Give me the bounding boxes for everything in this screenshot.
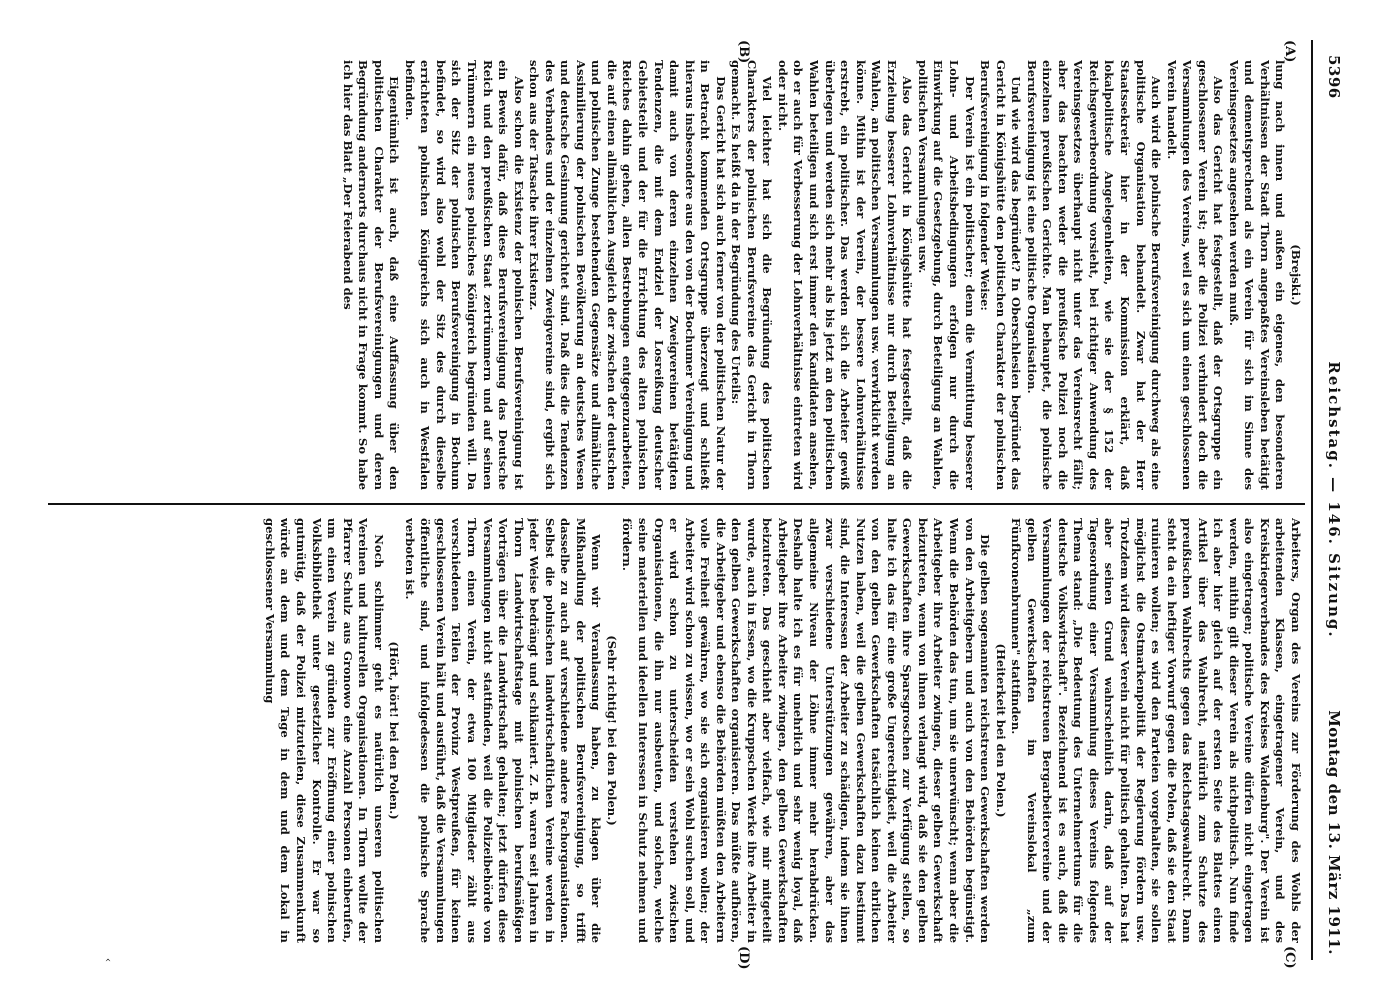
- paragraph: Die gelben sogenannten reichstreuen Gewerkschaften werden von den Arbeitgebern und auch von den Behörden begünstigt. Wenn die Behörden das tun, um sie unerwünscht; wenn aber die Arbeitgeber ihre Arbeiter zwingen, dieser gelben Gewerkschaft beizutreten, wenn von ihnen verlangt wird, daß sie den gelben Gewerkschaften ihre Sparsgroschen zur Verfügung stellen, so halte ich das für eine große Ungerechtigkeit, weil die Arbeiter von den gelben Gewerkschaften tatsächlich keinen ehrlichen Nutzen haben, weil die gelben Gewerkschaften dazu bestimmt sind, die Interessen der Arbeiter zu schädigen, indem sie ihnen zwar verschiedene Unterstützungen gewähren, aber das allgemeine Niveau der Löhne immer mehr herabdrücken. Deshalb halte ich es für unehrlich und sehr wenig loyal, daß Arbeitgeber ihre Arbeiter zwingen, den gelben Gewerkschaften beizutreten. Das geschieht aber vielfach, wie mir mitgeteilt wurde, auch in Essen, wo die Kruppschen Werke ihre Arbeiter in den gelben Gewerkschaften organisieren. Das müßte aufhören, die Arbeitgeber und ebenso die Behörden müßten den Arbeitern volle Freiheit gewähren, wo sie sich organisieren wollen; der Arbeiter wird schon zu wissen, wo er sein Wohl suchen soll, und er wird schon zu unterscheiden verstehen zwischen Organisationen, die ihn nur ausbeuten, und solchen, welche seine materiellen und ideellen Interessen in Schutz nehmen und fördern.: [620, 518, 993, 943]
- interjection: (Hört, hört! bei den Polen.): [387, 641, 402, 820]
- interjection: (Heiterkeit bei den Polen.): [993, 643, 1008, 818]
- left-column: [52, 60, 1303, 490]
- page-mark: ‹: [102, 958, 113, 962]
- paragraph: Wenn wir Veranlassung haben, zu klagen über die Mißhandlung der politischen Berufsvereinigung, so trifft dasselbe zu auch auf verschiedene andere Fachorganisationen. Selbst die polnischen landwirtschaftlichen Vereine werden in jeder Weise bedrängt und schikaniert. Z. B. waren seit Jahren in Thorn Landwirtschaftstage mit polnischen berufsmäßigen Vorträgen über die Landwirtschaft gehalten; jetzt dürfen diese Versammlungen nicht stattfinden, weil die Polizeibehörde von Thorn einen Verein, der etwa 100 Mitglieder zählt aus verschiedenen Teilen der Provinz Westpreußen, für keinen geschlossenen Verein hält und ausführt, daß die Versammlungen öffentliche sind, und infolgedessen die polnische Sprache verboten ist.: [402, 518, 604, 943]
- margin-marker-a: (A): [1282, 40, 1297, 63]
- page-number: 5396: [1325, 55, 1343, 99]
- quoted-paragraph: Der Verein ist ein politischer; denn die Vermittlung besserer Lohn- und Arbeitsbedingungen erfolgen nur durch die Einwirkung auf die Gesetzgebung, durch Beteiligung an Wahlen, politischen Versammlungen usw.: [915, 60, 977, 490]
- quoted-paragraph: Das Gericht hat sich auch ferner von der politischen Natur der in Betracht kommenden Ortsgruppe überzeugt und schließt hieraus insbesondere aus den von der Bochumer Vereinigung und damit auch von deren einzelnen Zweigvereinen betätigten Tendenzen, die mit dem Endziel der Losreißung deutscher Gebietsteile und der für die Errichtung des alten polnischen Reiches dahin gehen, allen Bestrebungen entgegenzuarbeiten, die auf einen allmählichen Ausgleich der zwischen der deutschen und polnischen Zunge bestehenden Gegensätze und allmähliche Assimilierung der polnischen Bevölkerung an deutsches Wesen und deutsche Gesinnung gerichtet sind. Daß dies die Tendenzen des Verbandes und der einzelnen Zweigvereine sind, ergibt sich schon aus der Tatsache ihrer Existenz.: [527, 60, 728, 490]
- paragraph: Eigentümlich ist auch, daß eine Auffassung über den politischen Charakter der Berufsvereinigungen und deren Begründung andernorts durchaus nicht in Frage kommt. So habe ich hier das Blatt „Der Feierabend des: [340, 60, 402, 490]
- paragraph: Also schon die Existenz der polnischen Berufsvereinigung ist ein Beweis dafür, daß diese Berufsvereinigung das Deutsche Reich und den preußischen Staat zertrümmern und auf seinen Trümmern ein neues polnisches Königreich begründen will. Da sich der Sitz der polnischen Berufsvereinigung in Bochum befindet, so wird also wohl der Sitz des durch dieselbe errichteten polnischen Königreichs sich auch in Westfalen befinden.: [402, 60, 526, 490]
- header-rule: [1311, 40, 1313, 960]
- paragraph: Und wie wird das begründet? In Oberschlesien begründet das Gericht in Königshütte den politischen Charakter der polnischen Berufsvereinigung in folgender Weise:: [978, 60, 1024, 490]
- margin-marker-c: (C): [1282, 946, 1297, 969]
- paragraph: Viel leichter hat sich die Begründung des politischen Charakters der polnischen Berufsvereine das Gericht in Thorn gemacht. Es heißt da in der Begründung des Urteils:: [729, 60, 775, 490]
- date-header: Montag den 13. März 1911.: [1325, 710, 1343, 955]
- paragraph: Arbeiters, Organ des Vereins zur Förderung des Wohls der arbeitenden Klassen, eingetragener Verein, und des Kreiskriegerverbandes des Kreises Waldenburg". Der Verein ist also eingetragen; politische Vereine dürfen nicht eingetragen werden, mithin gilt dieser Verein als nichtpolitisch. Nun finde ich aber hier gleich auf der ersten Seite des Blattes einen Artikel über das Wahlrecht, natürlich zum Schutze des preußischen Wahlrechts gegen das Reichstagswahlrecht. Dann steht da ein heftiger Vorwurf gegen die Polen, daß sie den Staat ruinieren wollen; es wird den Parteien vorgehalten, sie sollen möglichst die Ostmarkenpolitik der Regierung fördern usw. Trotzdem wird dieser Verein nicht für politisch gehalten. Das hat aber seinen Grund wahrscheinlich darin, daß auf der Tagesordnung einer Versammlung dieses Vereins folgendes Thema stand: „Die Bedeutung des Unternehmertums für die deutsche Volkswirtschaft". Bezeichnend ist es auch, daß die Versammlungen der reichstreuen Bergarbeitervereine und der gelben Gewerkschaften im Vereinslokal „zum Fünfkronenbrunnen" stattfinden.: [1009, 518, 1303, 943]
- paragraph: Also das Gericht in Königshütte hat festgestellt, daß die Erzielung besserer Lohnverhältnisse nur durch Beteiligung an Wahlen, an politischen Versammlungen usw. verwirklicht werden könne. Mithin ist der Verein, der bessere Lohnverhältnisse erstrebt, ein politischer. Das werden sich die Arbeiter gewiß überlegen und werden sich mehr als bis jetzt an den politischen Wahlen beteiligen und sich erst immer den Kandidaten ansehen, ob er auch für Verbesserung der Lohnverhältnisse eintreten wird oder nicht.: [775, 60, 915, 490]
- paragraph: Noch schlimmer geht es natürlich unseren politischen Vereinen und kulturellen Organisationen. In Thorn wollte der Pfarrer Schulz aus Gronowo eine Anzahl Personen einberufen, um einen Verein zu gründen zur Eröffnung einer polnischen Volksbibliothek unter gesetzlicher Kontrolle. Er war so gutmütig, daß der Polizei mitzuteilen, diese Zusammenkunft würde an dem und dem Tage in dem und dem Lokal in geschlossener Versammlung: [262, 518, 386, 943]
- paragraph: lung nach innen und außen ein eigenes, den besonderen Verhältnissen der Stadt Thorn angepaßtes Vereinsleben betätigt und dementsprechend als ein Verein für sich im Sinne des Vereinsgesetzes angesehen werden muß.: [1226, 60, 1288, 490]
- session-header: Reichstag. — 146. Sitzung.: [1325, 361, 1343, 639]
- column-divider: [48, 503, 1305, 505]
- margin-marker-d: (D): [736, 946, 751, 970]
- right-column: [52, 518, 1303, 943]
- speaker-label: (Brejski.): [1289, 244, 1303, 306]
- margin-marker-b: (B): [736, 40, 751, 64]
- paragraph: Auch wird die polnische Berufsvereinigung durchweg als eine politische Organisation behandelt. Zwar hat der Herr Staatssekretär hier in der Kommission erklärt, daß lokalpolitische Angelegenheiten, wie sie der § 152 der Reichsgewerbeordnung vorsieht, bei richtiger Anwendung des Vereinsgesetzes überhaupt nicht unter das Vereinsrecht fällt; aber das beachten weder die preußische Polizei noch die einzelnen preußischen Gerichte. Man behauptet, die polnische Berufsvereinigung ist eine politische Organisation.: [1024, 60, 1164, 490]
- paragraph: Also das Gericht hat festgestellt, daß der Ortsgruppe ein geschlossener Verein ist; aber die Polizei verhindert doch die Versammlungen des Vereins, weil es sich um einen geschlossenen Verein handelt.: [1164, 60, 1226, 490]
- interjection: (Sehr richtig! bei den Polen.): [604, 635, 619, 826]
